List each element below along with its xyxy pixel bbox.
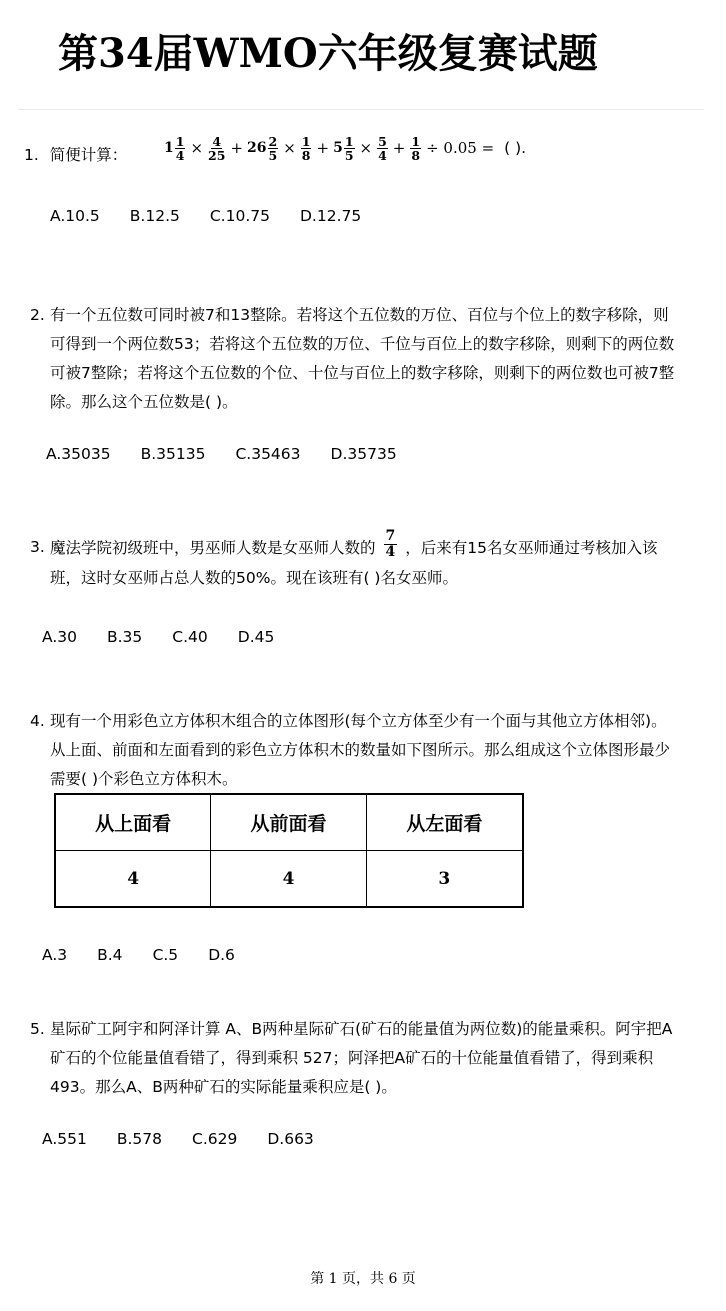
option-b[interactable]: B.578 (116, 1130, 162, 1148)
question-2-options (46, 445, 427, 463)
option-c[interactable]: C.5 (152, 946, 179, 964)
option-c[interactable]: C.629 (192, 1130, 238, 1148)
question-number: 4. (30, 712, 45, 730)
whole-number: 1 (164, 140, 174, 156)
option-b[interactable]: B.35135 (140, 445, 206, 463)
fraction: $\frac{5}{4}$ (378, 134, 387, 163)
option-a[interactable]: A.35035 (46, 445, 111, 463)
question-3-line-1 (50, 528, 658, 564)
question-3-line-2: 班，这时女巫师占总人数的50%。现在该班有( )名女巫师。 (50, 569, 458, 587)
table-header: 从前面看 (211, 795, 366, 851)
question-1-prompt: 简便计算： (49, 146, 128, 164)
page-title: 第34届WMO六年级复赛试题 (58, 30, 598, 77)
option-d[interactable]: D.12.75 (299, 207, 362, 225)
fraction: $\frac{1}{4}$ (175, 134, 185, 163)
operator: + (392, 139, 406, 157)
question-2-line: 除。那么这个五位数是( )。 (50, 393, 238, 411)
title-divider (18, 109, 704, 110)
question-1 (24, 134, 704, 170)
question-number: 1. (24, 146, 39, 164)
question-3-options (42, 628, 304, 646)
option-c[interactable]: C.40 (172, 628, 208, 646)
question-number: 3. (30, 538, 45, 556)
option-a[interactable]: A.3 (42, 946, 68, 964)
option-c[interactable]: C.10.75 (209, 207, 270, 225)
option-a[interactable]: A.30 (42, 628, 77, 646)
table-cell: 3 (438, 868, 451, 889)
question-2-line: 有一个五位数可同时被7和13整除。若将这个五位数的万位、百位与个位上的数字移除，则 (50, 306, 669, 324)
table-cell: 4 (211, 851, 366, 906)
fraction: $\frac{2}{5}$ (268, 134, 278, 163)
fraction: $\frac{7}{4}$ (385, 528, 396, 560)
question-4-line: 从上面、前面和左面看到的彩色立方体积木的数量如下图所示。那么组成这个立体图形最少 (50, 741, 671, 759)
option-d[interactable]: D.45 (237, 628, 275, 646)
question-4-options (42, 946, 265, 964)
operator: × (359, 139, 373, 157)
operator: × (190, 139, 204, 157)
question-2-line: 可得到一个两位数53；若将这个五位数的万位、千位与百位上的数字移除，则剩下的两位数 (50, 335, 675, 353)
view-count-table (54, 793, 524, 908)
math-expression (164, 134, 526, 163)
fraction: $\frac{1}{5}$ (344, 134, 354, 163)
question-5-line: 矿石的个位能量值看错了，得到乘积 527；阿泽把A矿石的十位能量值看错了，得到乘积 (50, 1049, 654, 1067)
option-d[interactable]: D.35735 (330, 445, 397, 463)
whole-number: 5 (333, 140, 343, 156)
question-number: 2. (30, 306, 45, 324)
question-5-line: 星际矿工阿宇和阿泽计算 A、B两种星际矿石(矿石的能量值为两位数)的能量乘积。阿宇把A (50, 1020, 673, 1038)
operator: × (283, 139, 296, 157)
page-footer: 第 1 页，共 6 页 (310, 1271, 416, 1287)
question-5-line: 493。那么A、B两种矿石的实际能量乘积应是( )。 (50, 1078, 397, 1096)
question-1-lead (24, 140, 127, 170)
option-d[interactable]: D.6 (208, 946, 235, 964)
option-a[interactable]: A.10.5 (50, 207, 100, 225)
question-5-options (42, 1130, 344, 1148)
fraction: $\frac{4}{25}$ (208, 134, 226, 163)
fraction: $\frac{1}{8}$ (301, 134, 311, 163)
table-header: 从上面看 (56, 795, 211, 851)
question-2-line: 可被7整除；若将这个五位数的个位、十位与百位上的数字移除，则剩下的两位数也可被7整 (50, 364, 675, 382)
option-b[interactable]: B.35 (106, 628, 143, 646)
question-4-line: 需要( )个彩色立方体积木。 (50, 770, 238, 788)
question-4-line: 现有一个用彩色立方体积木组合的立体图形(每个立方体至少有一个面与其他立方体相邻)。 (50, 712, 667, 730)
operator: ÷ 0.05 = (426, 139, 495, 157)
table-cell: 4 (56, 851, 211, 906)
question-number: 5. (30, 1020, 45, 1038)
operator: + (230, 139, 244, 157)
question-3-text: 魔法学院初级班中，男巫师人数是女巫师人数的 (50, 539, 376, 557)
option-b[interactable]: B.12.5 (129, 207, 180, 225)
whole-number: 26 (247, 140, 267, 156)
operator: + (316, 139, 330, 157)
option-a[interactable]: A.551 (42, 1130, 87, 1148)
fraction: $\frac{1}{8}$ (411, 134, 421, 163)
option-c[interactable]: C.35463 (235, 445, 301, 463)
question-1-options (50, 207, 391, 225)
option-b[interactable]: B.4 (97, 946, 123, 964)
table-header: 从左面看 (367, 795, 522, 851)
answer-blank: ( ). (504, 139, 527, 157)
question-3-text: ，后来有15名女巫师通过考核加入该 (405, 539, 658, 557)
option-d[interactable]: D.663 (267, 1130, 314, 1148)
